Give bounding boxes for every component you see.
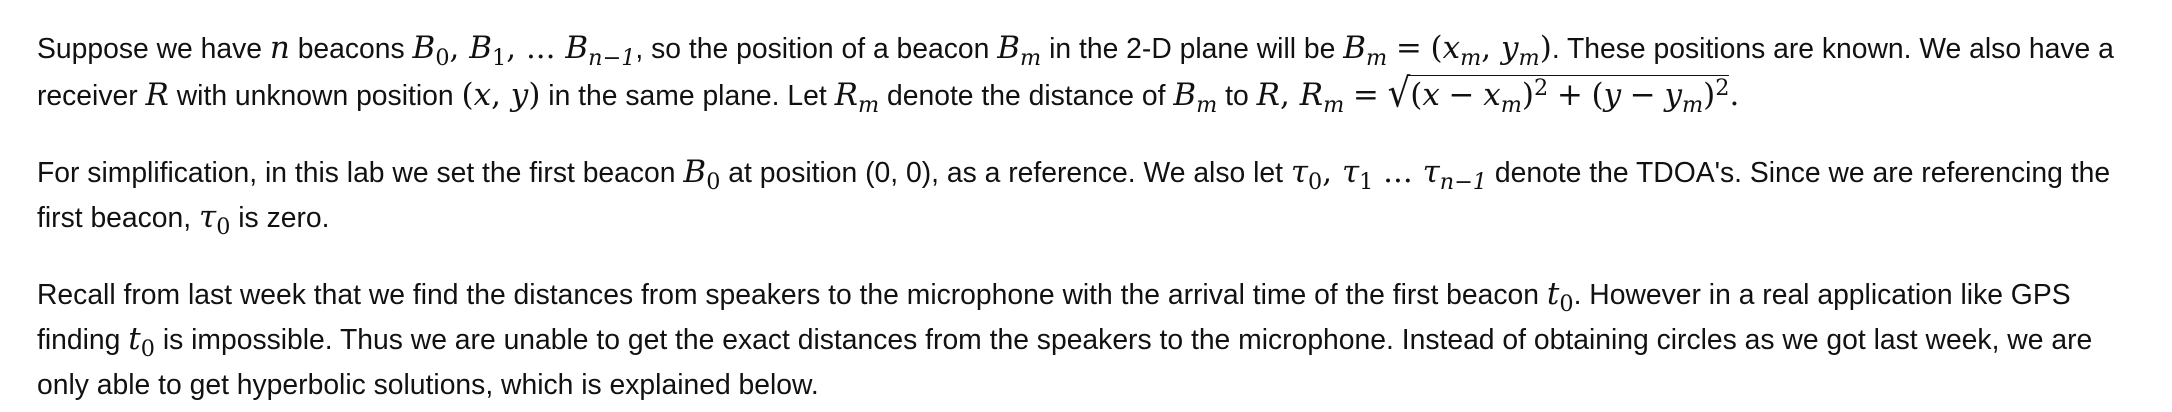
math-tau0: $\tau_0$: [199, 199, 231, 240]
math-xy: (x, y): [461, 77, 541, 113]
math-b0: $B_0$: [683, 154, 721, 195]
math-sqrt: $√(x - x_m)^2 + (y - y_m)^2$: [1388, 71, 1730, 118]
math-r: R: [145, 77, 169, 113]
text: at position (0, 0), as a reference. We also let: [728, 156, 1283, 188]
text: is zero.: [238, 201, 330, 233]
text: Suppose we have: [37, 32, 262, 64]
text: denote the distance of: [887, 79, 1166, 111]
math-t0: $t_0$: [128, 321, 155, 362]
text: , so the position of a beacon: [635, 32, 990, 64]
text: Recall from last week that we find the distances from speakers to the microphone with the arrival time of the first beacon: [37, 278, 1540, 310]
text: to: [1225, 79, 1249, 111]
text: denote the TDOA's. Since we are referencing the first beacon,: [37, 156, 2111, 233]
text: For simplification, in this lab we set the first beacon: [37, 156, 676, 188]
math-r: R, $R_m = √(x - x_m)^2 + (y - y_m)^2$.: [1257, 77, 1740, 113]
paragraph-simplification: [37, 150, 2147, 240]
math-tau-list: $\tau_0$, $\tau_1$ ... $\tau_{n-1}$: [1290, 154, 1487, 195]
text: with unknown position: [176, 79, 454, 111]
text: . These positions are known. We also have a receiver: [37, 32, 2114, 111]
math-bm: $B_m$: [997, 30, 1042, 71]
radical-icon: √: [1387, 70, 1411, 117]
math-bm: $B_m$: [1173, 77, 1218, 118]
math-t0: $t_0$: [1546, 276, 1574, 317]
document-body: [37, 26, 2147, 407]
math-beacon-list: $B_0$, $B_1$, ... $B_{n-1}$: [412, 30, 636, 71]
text: is impossible. Thus we are unable to get the exact distances from the speakers to the microphone. Instead of obtaining circles as we got last week, we are only able to get hyperbolic solutions, which is explained below.: [37, 323, 2093, 400]
paragraph-recall: [37, 272, 2147, 407]
text: beacons: [297, 32, 405, 64]
text: in the 2-D plane will be: [1049, 32, 1336, 64]
math-bm-position: $B_m = (x_m$, $y_m$): [1343, 30, 1552, 71]
text: . However in a real application like GPS finding: [37, 278, 2071, 355]
text: in the same plane. Let: [548, 79, 827, 111]
paragraph-beacon-setup: [37, 26, 2147, 118]
math-rm: $R_m$: [834, 77, 880, 118]
math-n: n: [269, 30, 290, 66]
